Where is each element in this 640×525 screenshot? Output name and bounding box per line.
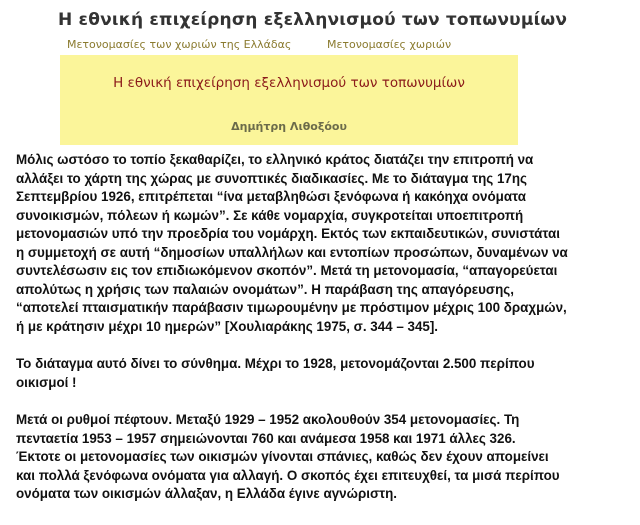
text-line: πενταετία 1953 – 1957 σημειώνονται 760 και ανάμεσα 1958 και 1971 άλλες 326. [16, 430, 516, 446]
text-line: απολύτως η χρήσις των παλαιών ονομάτων”. Η παράβαση της απαγόρευσης, [16, 281, 514, 297]
text-line: Έκτοτε οι μετονομασίες των οικισμών γίνονται σπάνιες, καθώς δεν έχουν απομείνει [16, 449, 549, 464]
text-line: η συμμετοχή σε αυτή “δημοσίων υπαλλήλων και εντοπίων προσώπων, δυναμένων να [16, 244, 568, 260]
text-line: συνοικισμών, πόλεων ή κωμών”. Σε κάθε νομαρχία, συγκροτείται υποεπιτροπή [16, 207, 524, 223]
paragraph-gap [16, 336, 636, 355]
banner-author: Δημήτρη Λιθοξόου [231, 120, 347, 133]
article-body [16, 151, 636, 504]
banner-title: Η εθνική επιχείρηση εξελληνισμού των τοπωνυμίων [113, 75, 465, 91]
text-line: συντελέσωσιν εις τον επιδιωκόμενον σκοπόν”. Μετά τη μετονομασία, “απαγορεύεται [16, 263, 558, 278]
paragraph [16, 411, 636, 504]
text-line: Μετά οι ρυθμοί πέφτουν. Μεταξύ 1929 – 1952 ακολουθούν 354 μετονομασίες. Τη [16, 412, 520, 427]
text-line: αλλάξει το χάρτη της χώρας με συνοπτικές διαδικασίες. Με το διάταγμα της 17ης [16, 170, 528, 186]
paragraph-gap [16, 392, 636, 411]
text-line: “αποτελεί πταισματικήν παράβασιν τιμωρουμένην με πρόστιμον μέχρις 100 δραχμών, [16, 300, 567, 315]
text-line: Μόλις ωστόσο το τοπίο ξεκαθαρίζει, το ελληνικό κράτος διατάζει την επιτροπή να [16, 152, 534, 167]
nav-link-village-renamings[interactable]: Μετονομασίες χωριών [327, 38, 452, 51]
text-line: και πολλά ξενόφωνα ονόματα για αλλαγή. Ο σκοπός έχει επιτευχθεί, τα μισά περίπου [16, 467, 560, 483]
page-title: Η εθνική επιχείρηση εξελληνισμού των τοπωνυμίων [58, 10, 568, 30]
text-line: Σεπτεμβρίου 1926, επιτρέπεται “ίνα μεταβληθώσι ξενόφωνα ή κακόηχα ονόματα [16, 189, 526, 204]
text-line: ή με κράτησιν μέχρι 10 ημερών” [Χουλιαράκης 1975, σ. 344 – 345]. [16, 318, 439, 334]
text-line: ονόματα των οικισμών άλλαξαν, η Ελλάδα έγινε αγνώριστη. [16, 486, 397, 501]
paragraph [16, 151, 636, 336]
nav-link-greek-village-renamings[interactable]: Μετονομασίες των χωριών της Ελλάδας [67, 38, 292, 51]
article-banner [60, 55, 518, 145]
text-line: μετονομασιών υπό την προεδρία του νομάρχη. Εκτός των εκπαιδευτικών, συνιστάται [16, 226, 560, 241]
text-line: οικισμοί ! [16, 374, 77, 390]
text-line: Το διάταγμα αυτό δίνει το σύνθημα. Μέχρι το 1928, μετονομάζονται 2.500 περίπου [16, 356, 535, 371]
paragraph [16, 355, 636, 392]
